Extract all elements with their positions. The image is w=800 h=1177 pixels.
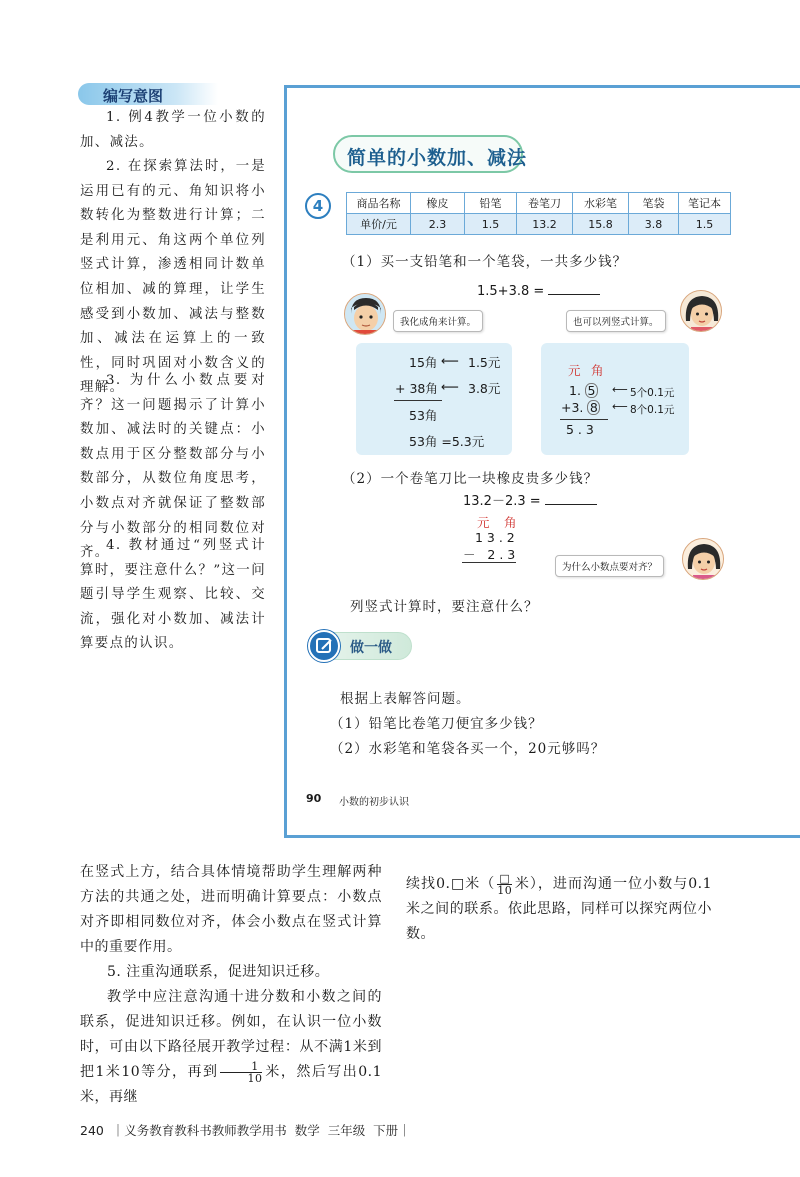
boy-avatar [344,293,386,335]
calc-line: + 38角 [395,381,438,396]
table-cell: 1.5 [465,214,517,235]
calc-int: 1. [569,383,581,398]
calc-rule [560,419,608,420]
question-2: （2）一个卷笔刀比一块橡皮贵多少钱？ [342,471,599,487]
unit-jiao: 角 [504,515,517,530]
intent-paragraph-4: 4. 教材通过“列竖式计算时，要注意什么？”这一问题引导学生观察、比较、交流，强化对小数加、减法计算要点的认识。 [80,538,266,652]
calc-rule [394,400,442,401]
question-1: （1）买一支铅笔和一个笔袋，一共多少钱？ [342,254,628,270]
table-cell: 铅笔 [465,193,517,214]
fraction-denominator: 10 [247,1071,263,1085]
page-section: 小数的初步认识 [339,797,409,808]
answer-blank [545,493,597,505]
calc-note: 8个0.1元 [630,404,675,416]
calc-rule [462,562,516,563]
equation-text: 13.2－2.3 = [463,494,541,509]
table-cell: 卷笔刀 [517,193,573,214]
calc-line: 5 . 3 [566,422,594,437]
calc-line: 53角 [409,408,438,423]
price-table-value-row [347,214,731,235]
calc-line: － 2 . 3 [463,547,516,562]
girl-face-icon [683,539,724,580]
bottom-right-paragraph [406,872,712,947]
calc-line: 15角 [409,355,438,370]
arrow-left-icon: ⟵ [441,353,459,368]
arrow-left-icon: ⟵ [441,379,459,394]
price-table [346,192,731,235]
table-cell: 笔记本 [679,193,731,214]
fraction [220,1061,262,1084]
girl-face-icon [681,291,722,332]
arrow-left-icon: ⟵ [612,383,628,396]
practice-question-2: （2）水彩笔和笔袋各买一个，20元够吗？ [330,741,606,757]
calc-line [569,383,598,398]
table-cell: 1.5 [679,214,731,235]
page-number: 90 [306,792,322,805]
speech-bubble-q2: 为什么小数点要对齐？ [555,555,664,577]
answer-blank [548,283,600,295]
table-header-cell: 商品名称 [347,193,411,214]
speech-bubble-right: 也可以列竖式计算。 [566,310,666,332]
intent-paragraph-2: 2. 在探索算法时，一是运用已有的元、角知识将小数转化为整数进行计算；二是利用元、角这两个单位列竖式计算，渗透相同计数单位相加、减的算理，让学生感受到小数加、减法与整数加、减法在运算上的一致性，同时巩固对小数含义的理解。 [80,159,266,396]
unit-yuan: 元 [477,515,490,530]
table-cell: 3.8 [629,214,679,235]
speech-bubble-left: 我化成角来计算。 [393,310,483,332]
practice-icon [308,630,340,662]
example-number-badge: 4 [305,193,331,219]
intent-paragraph-3: 3. 为什么小数点要对齐？这一问题揭示了计算小数加、减法时的关键点：小数点用于区分整数部分与小数部分，从数位角度思考，小数点对齐就保证了整数部分与小数部分的相同数位对齐。 [80,373,266,561]
table-cell: 笔袋 [629,193,679,214]
paragraph-text: 米，然后写出0.1米，再继 [80,1064,382,1105]
unit-jiao: 角 [591,363,604,378]
boy-face-icon [345,294,386,335]
question-3: 列竖式计算时，要注意什么？ [350,599,539,615]
table-cell: 橡皮 [411,193,465,214]
practice-intro: 根据上表解答问题。 [340,691,471,707]
page-footer: 240 ｜义务教育教科书教师教学用书 数学 三年级 下册｜ [80,1123,411,1138]
fraction-numerator: □ [497,873,512,885]
question-2-equation [463,490,597,509]
calc-int: +3. [561,400,584,415]
calc-line: 53角 =5.3元 [409,434,485,449]
table-cell: 水彩笔 [573,193,629,214]
pencil-square-icon [310,632,338,660]
table-header-cell: 单价/元 [347,214,411,235]
practice-question-1: （1）铅笔比卷笔刀便宜多少钱？ [330,716,543,732]
arrow-left-icon: ⟵ [612,400,628,413]
intent-paragraph-1: 1. 例4教学一位小数的加、减法。 [80,110,266,150]
calc-note: 5个0.1元 [630,387,675,399]
question-1-equation [477,283,600,299]
bottom-left-heading: 5. 注重沟通联系，促进知识迁移。 [107,964,330,980]
paragraph-text: 教学中应注意沟通十进分数和小数之间的联系，促进知识迁移。例如，在认识一位小数时，可由以下路径展开教学过程：从不满1米到把1米10等分，再到 [80,989,382,1080]
table-cell: 13.2 [517,214,573,235]
table-cell: 2.3 [411,214,465,235]
practice-label: 做一做 [350,640,392,656]
circled-digit: 5 [585,383,598,398]
circled-digit: 8 [587,400,600,415]
paragraph-text: 米），进而沟通一位小数与0.1米之间的联系。依此思路，同样可以探究两位小数。 [406,876,712,942]
fraction-denominator: 10 [497,883,513,897]
unit-yuan: 元 [568,363,581,378]
equation-text: 1.5+3.8 = [477,284,545,299]
table-cell: 15.8 [573,214,629,235]
calc-line [561,400,600,415]
paragraph-text: 续找0.□米（ [406,876,496,892]
bottom-left-paragraph-1: 在竖式上方，结合具体情境帮助学生理解两种方法的共通之处，进而明确计算要点：小数点对齐即相同数位对齐，体会小数点在竖式计算中的重要作用。 [80,864,382,955]
intent-title: 编写意图 [103,87,164,105]
girl-avatar [680,290,722,332]
price-table-header-row [347,193,731,214]
fraction-numerator: 1 [220,1061,262,1073]
lesson-title: 简单的小数加、减法 [347,147,528,169]
fraction [497,873,512,896]
girl-avatar [682,538,724,580]
calc-line: 1.5元 [468,355,501,370]
calc-line: 3.8元 [468,381,501,396]
calc-line: 1 3 . 2 [475,530,515,545]
bottom-left-paragraph-2 [80,985,382,1110]
